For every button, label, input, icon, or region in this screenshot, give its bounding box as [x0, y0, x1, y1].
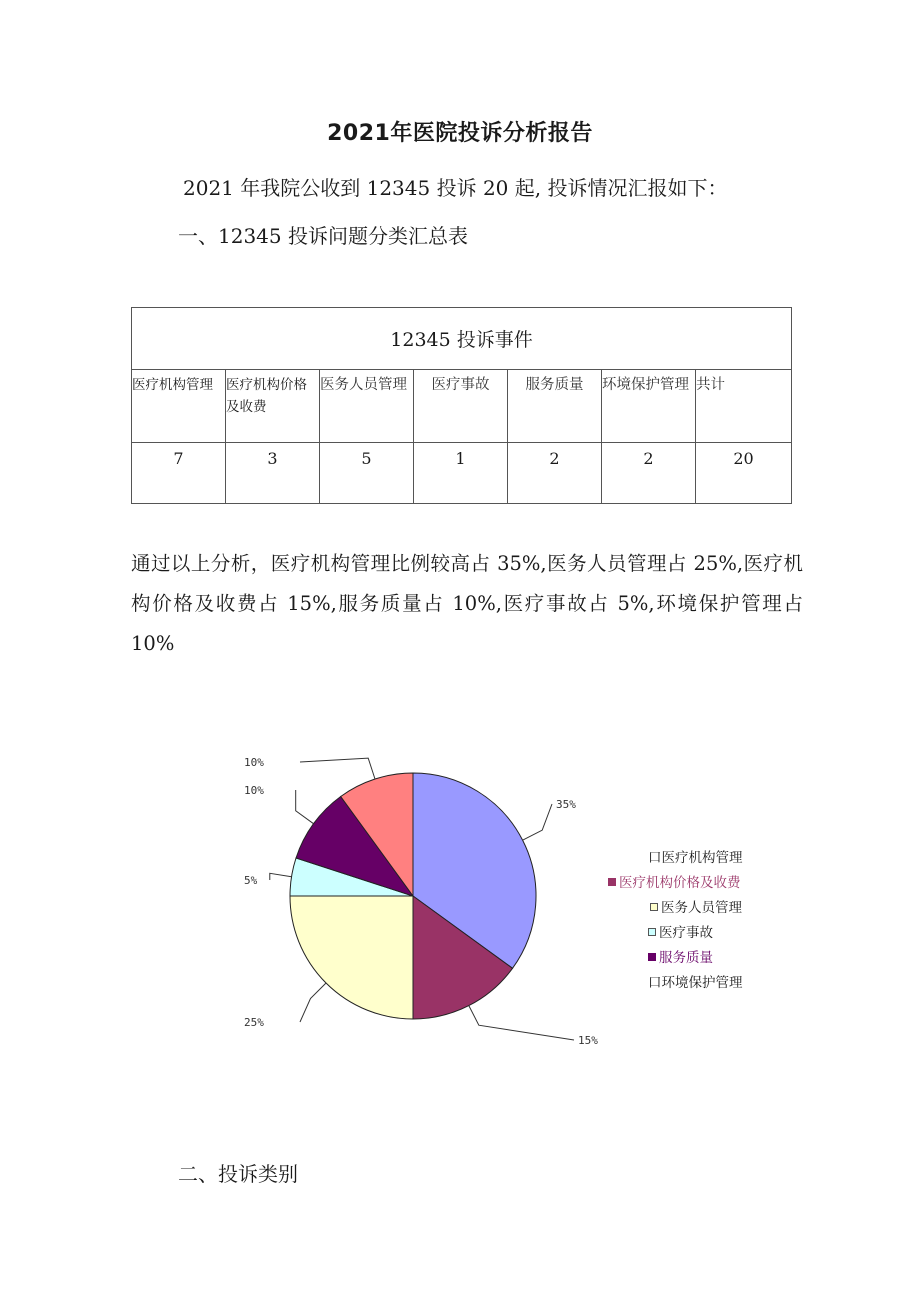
chart-legend [604, 846, 743, 996]
table-header-cell: 共计 [696, 370, 792, 443]
table-header-cell: 环境保护管理 [602, 370, 696, 443]
legend-label: 医疗事故 [659, 925, 713, 941]
table-header-cell: 医疗事故 [414, 370, 508, 443]
complaint-summary-table [131, 307, 792, 504]
table-header-cell: 医疗机构价格及收费 [226, 370, 320, 443]
table-header-cell: 医疗机构管理 [132, 370, 226, 443]
pie-chart [230, 740, 600, 1050]
table-cell: 7 [132, 443, 226, 504]
section-heading-1: 一、12345 投诉问题分类汇总表 [178, 224, 468, 248]
leader-line [270, 873, 292, 880]
table-header-cell: 医务人员管理 [320, 370, 414, 443]
data-label: 10% [244, 784, 264, 797]
leader-line [469, 1006, 574, 1040]
legend-item [604, 871, 743, 896]
legend-label: 医疗机构价格及收费 [619, 875, 741, 891]
legend-label: 医疗机构管理 [661, 850, 743, 866]
table-cell: 3 [226, 443, 320, 504]
legend-swatch [608, 878, 616, 886]
pie-slice [290, 896, 413, 1019]
legend-item [604, 946, 743, 971]
table-cell: 20 [696, 443, 792, 504]
table-header-row [132, 370, 792, 443]
leader-line [296, 790, 314, 824]
table-cell: 5 [320, 443, 414, 504]
legend-item [604, 846, 743, 871]
leader-line [523, 804, 552, 840]
legend-marker: 口 [648, 975, 662, 991]
data-label: 15% [578, 1034, 598, 1047]
legend-item [604, 896, 743, 921]
legend-label: 环境保护管理 [661, 975, 743, 991]
table-header-cell: 服务质量 [508, 370, 602, 443]
legend-marker: 口 [648, 850, 662, 866]
leader-line [300, 758, 375, 779]
legend-label: 服务质量 [659, 950, 713, 966]
data-label: 35% [556, 798, 576, 811]
data-label: 5% [244, 874, 258, 887]
section-heading-2: 二、投诉类别 [178, 1162, 298, 1186]
table-cell: 1 [414, 443, 508, 504]
legend-item [604, 921, 743, 946]
page-title: 2021年医院投诉分析报告 [327, 121, 593, 146]
table-title: 12345 投诉事件 [132, 308, 792, 370]
table-cell: 2 [602, 443, 696, 504]
analysis-paragraph: 通过以上分析，医疗机构管理比例较高占 35%,医务人员管理占 25%,医疗机构价格及收费占 15%,服务质量占 10%,医疗事故占 5%,环境保护管理占 10% [131, 552, 803, 655]
leader-line [300, 983, 326, 1022]
table-cell: 2 [508, 443, 602, 504]
legend-swatch [648, 928, 656, 936]
legend-label: 医务人员管理 [661, 900, 742, 916]
legend-swatch [650, 903, 658, 911]
data-label: 25% [244, 1016, 264, 1029]
legend-swatch [648, 953, 656, 961]
table-row [132, 443, 792, 504]
legend-item [604, 971, 743, 996]
data-label: 10% [244, 756, 264, 769]
intro-paragraph: 2021 年我院公收到 12345 投诉 20 起, 投诉情况汇报如下： [183, 176, 728, 200]
